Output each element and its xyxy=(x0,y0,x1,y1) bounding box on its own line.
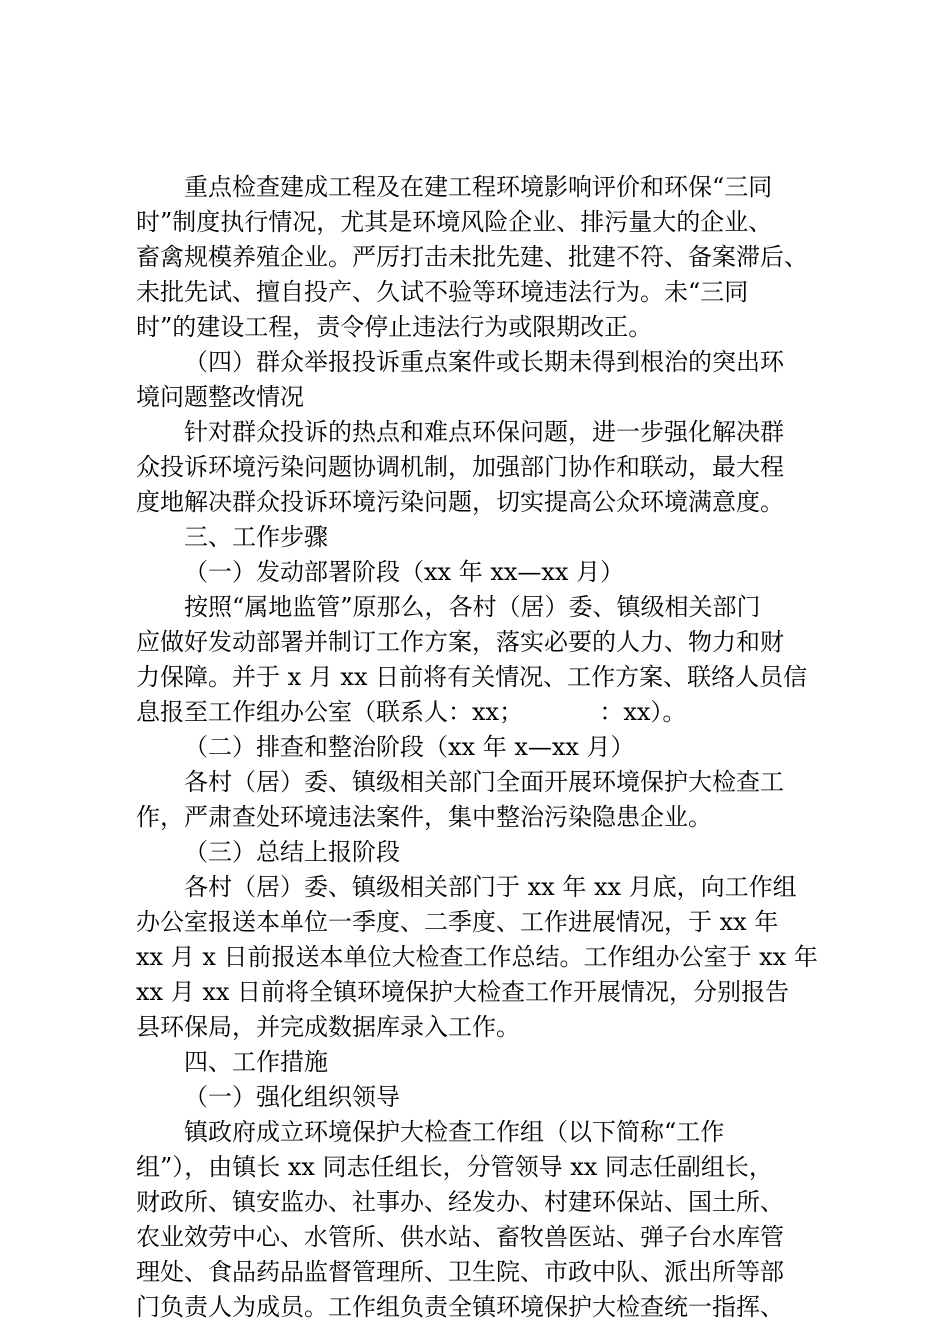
paragraph-line: xx 月 x 日前报送本单位大检查工作总结。工作组办公室于 xx 年 xyxy=(136,943,818,971)
paragraph-line: 县环保局，并完成数据库录入工作。 xyxy=(136,1013,520,1041)
paragraph-line: 针对群众投诉的热点和难点环保问题，进一步强化解决群 xyxy=(184,418,784,446)
paragraph-line: 时”的建设工程，责令停止违法行为或限期改正。 xyxy=(136,313,653,341)
paragraph-line: 重点检查建成工程及在建工程环境影响评价和环保“三同 xyxy=(184,173,773,201)
paragraph-line: 门负责人为成员。工作组负责全镇环境保护大检查统一指挥、 xyxy=(136,1293,784,1321)
section-heading: （四）群众举报投诉重点案件或长期未得到根治的突出环 xyxy=(184,348,784,376)
paragraph-line: 按照“属地监管”原那么，各村（居）委、镇级相关部门 xyxy=(184,593,761,621)
paragraph-line: 农业效劳中心、水管所、供水站、畜牧兽医站、弹子台水库管 xyxy=(136,1223,784,1251)
paragraph-line: 众投诉环境污染问题协调机制，加强部门协作和联动，最大程 xyxy=(136,453,784,481)
section-heading: （二）排查和整治阶段（xx 年 x—xx 月） xyxy=(184,733,635,761)
section-heading: （三）总结上报阶段 xyxy=(184,838,400,866)
section-heading: （一）强化组织领导 xyxy=(184,1083,400,1111)
paragraph-line: 未批先试、擅自投产、久试不验等环境违法行为。未“三同 xyxy=(136,278,749,306)
chapter-heading: 四、工作措施 xyxy=(184,1048,328,1076)
paragraph-line: 各村（居）委、镇级相关部门于 xx 年 xx 月底，向工作组 xyxy=(184,873,797,901)
paragraph-line: 办公室报送本单位一季度、二季度、工作进展情况，于 xx 年 xyxy=(136,908,779,936)
paragraph-line: 息报至工作组办公室（联系人：xx； ：xx）。 xyxy=(136,698,687,726)
paragraph-line: xx 月 xx 日前将全镇环境保护大检查工作开展情况，分别报告 xyxy=(136,978,790,1006)
paragraph-line: 力保障。并于 x 月 xx 日前将有关情况、工作方案、联络人员信 xyxy=(136,663,808,691)
section-heading: （一）发动部署阶段（xx 年 xx—xx 月） xyxy=(184,558,625,586)
paragraph-line: 作，严肃查处环境违法案件，集中整治污染隐患企业。 xyxy=(136,803,712,831)
chapter-heading: 三、工作步骤 xyxy=(184,523,328,551)
section-heading-continued: 境问题整改情况 xyxy=(136,383,304,411)
paragraph-line: 时”制度执行情况，尤其是环境风险企业、排污量大的企业、 xyxy=(136,208,773,236)
paragraph-line: 组”），由镇长 xx 同志任组长，分管领导 xx 同志任副组长， xyxy=(136,1153,773,1181)
paragraph-line: 度地解决群众投诉环境污染问题，切实提高公众环境满意度。 xyxy=(136,488,784,516)
paragraph-line: 畜禽规模养殖企业。严厉打击未批先建、批建不符、备案滞后、 xyxy=(136,243,808,271)
paragraph-line: 各村（居）委、镇级相关部门全面开展环境保护大检查工 xyxy=(184,768,784,796)
paragraph-line: 财政所、镇安监办、社事办、经发办、村建环保站、国土所、 xyxy=(136,1188,784,1216)
paragraph-line: 镇政府成立环境保护大检查工作组（以下简称“工作 xyxy=(184,1118,725,1146)
paragraph-line: 理处、食品药品监督管理所、卫生院、市政中队、派出所等部 xyxy=(136,1258,784,1286)
paragraph-line: 应做好发动部署并制订工作方案，落实必要的人力、物力和财 xyxy=(136,628,784,656)
